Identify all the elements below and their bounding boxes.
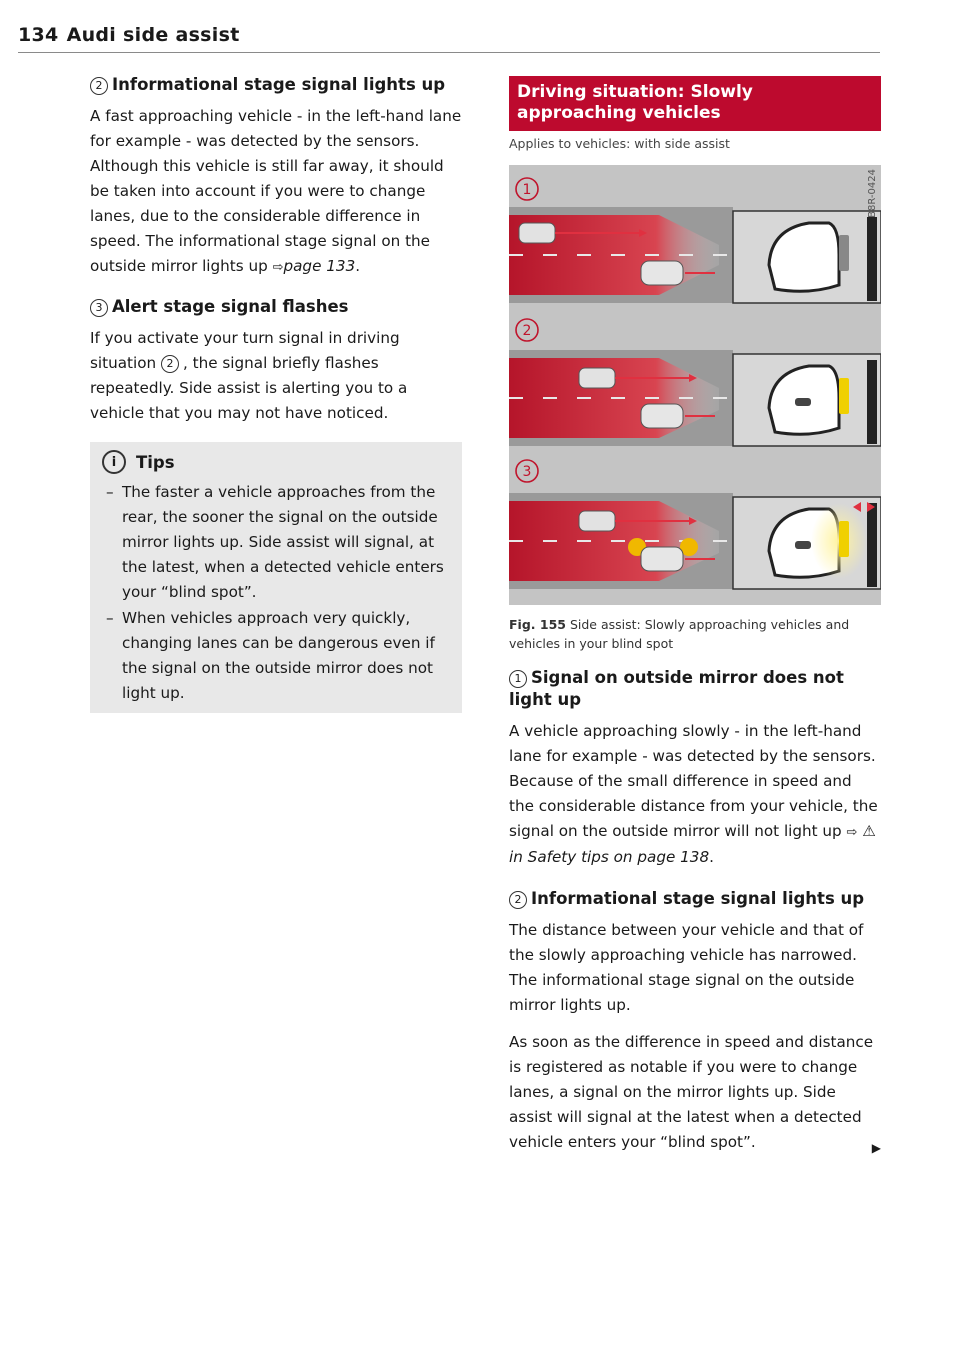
applies-to-text: Applies to vehicles: with side assist (509, 136, 730, 151)
tips-item: – The faster a vehicle approaches from the rear, the sooner the signal on the outside mirror lights up. Side assist will signal, at the latest, when a detected vehicle enters your “blind spot”. (102, 480, 448, 605)
section-banner: Driving situation: Slowly approaching vehicles (509, 76, 881, 131)
tips-title: Tips (136, 452, 175, 472)
figure-illustration (509, 165, 881, 605)
badge-2: 2 (90, 77, 108, 95)
no-signal-text (509, 719, 881, 870)
arrow-icon: ⇨ (846, 825, 858, 840)
badge-2: 2 (509, 891, 527, 909)
section-title: Audi side assist (66, 24, 240, 46)
paragraph-text: If you activate your turn signal in driving situation (90, 329, 400, 372)
alert-stage-heading (90, 296, 462, 318)
informational-stage-heading (90, 74, 462, 96)
safety-tips-link[interactable]: in Safety tips on page 138 (509, 848, 710, 866)
tips-box (90, 442, 462, 713)
continue-arrow-icon: ▶ (871, 1141, 881, 1155)
arrow-icon: ⇨ (272, 260, 284, 275)
tips-list (102, 480, 448, 706)
tips-header (102, 450, 448, 474)
heading-text: Alert stage signal flashes (112, 297, 349, 316)
figure-155 (509, 165, 881, 605)
figure-caption (509, 615, 881, 653)
panel-label-1: 1 (522, 182, 532, 198)
badge-3: 3 (90, 299, 108, 317)
figure-label: Fig. 155 (509, 617, 566, 632)
informational-stage-heading-right (509, 888, 881, 910)
right-column (509, 76, 881, 1167)
no-signal-heading (509, 667, 881, 711)
informational-stage-text (90, 104, 462, 280)
paragraph-text: As soon as the difference in speed and distance is registered as notable if you were to change lanes, a signal on the mirror lights up. Side assist will signal at the latest when a detected vehicle enters your “blind spot”. (509, 1033, 874, 1151)
paragraph-text: , the signal briefly flashes repeatedly. Side assist is alerting you to a vehicle that you may not have noticed. (90, 354, 408, 422)
informational-stage-paragraph-2 (509, 1030, 881, 1155)
tips-item: – When vehicles approach very quickly, changing lanes can be dangerous even if the signal on the outside mirror does not light up. (102, 606, 448, 706)
page-reference-link[interactable]: page 133 (283, 257, 356, 275)
alert-stage-text (90, 326, 462, 426)
panel-label-3: 3 (522, 464, 532, 480)
heading-text: Informational stage signal lights up (112, 75, 446, 94)
page-header (18, 24, 240, 46)
page-number: 134 (18, 24, 59, 46)
left-column (90, 74, 462, 713)
informational-stage-paragraph-1: The distance between your vehicle and that of the slowly approaching vehicle has narrowed. The informational stage signal on the outside mirror lights up. (509, 921, 864, 1014)
panel-label-2: 2 (522, 323, 532, 339)
heading-text: Informational stage signal lights up (531, 889, 865, 908)
period: . (355, 257, 361, 275)
figure-caption-text: Side assist: Slowly approaching vehicles and vehicles in your blind spot (509, 617, 850, 651)
figure-code: B8R-0424 (867, 169, 878, 218)
badge-1: 1 (509, 670, 527, 688)
header-rule (18, 52, 880, 53)
period: . (709, 848, 714, 866)
warning-triangle-icon: ⚠ (862, 822, 876, 840)
heading-text: Signal on outside mirror does not light up (509, 668, 844, 709)
paragraph-text: A vehicle approaching slowly - in the left-hand lane for example - was detected by the sensors. Because of the small difference in speed and the considerable distance from your vehicle, the signal on the outside mirror will not light up (509, 722, 878, 840)
paragraph-text: A fast approaching vehicle - in the left-hand lane for example - was detected by the sensors. Although this vehicle is still far away, it should be taken into account if you were to change lanes, due to the considerable difference in speed. The informational stage signal on the outside mirror lights up (90, 107, 462, 275)
info-icon: i (102, 450, 126, 474)
badge-2-inline: 2 (161, 355, 179, 373)
